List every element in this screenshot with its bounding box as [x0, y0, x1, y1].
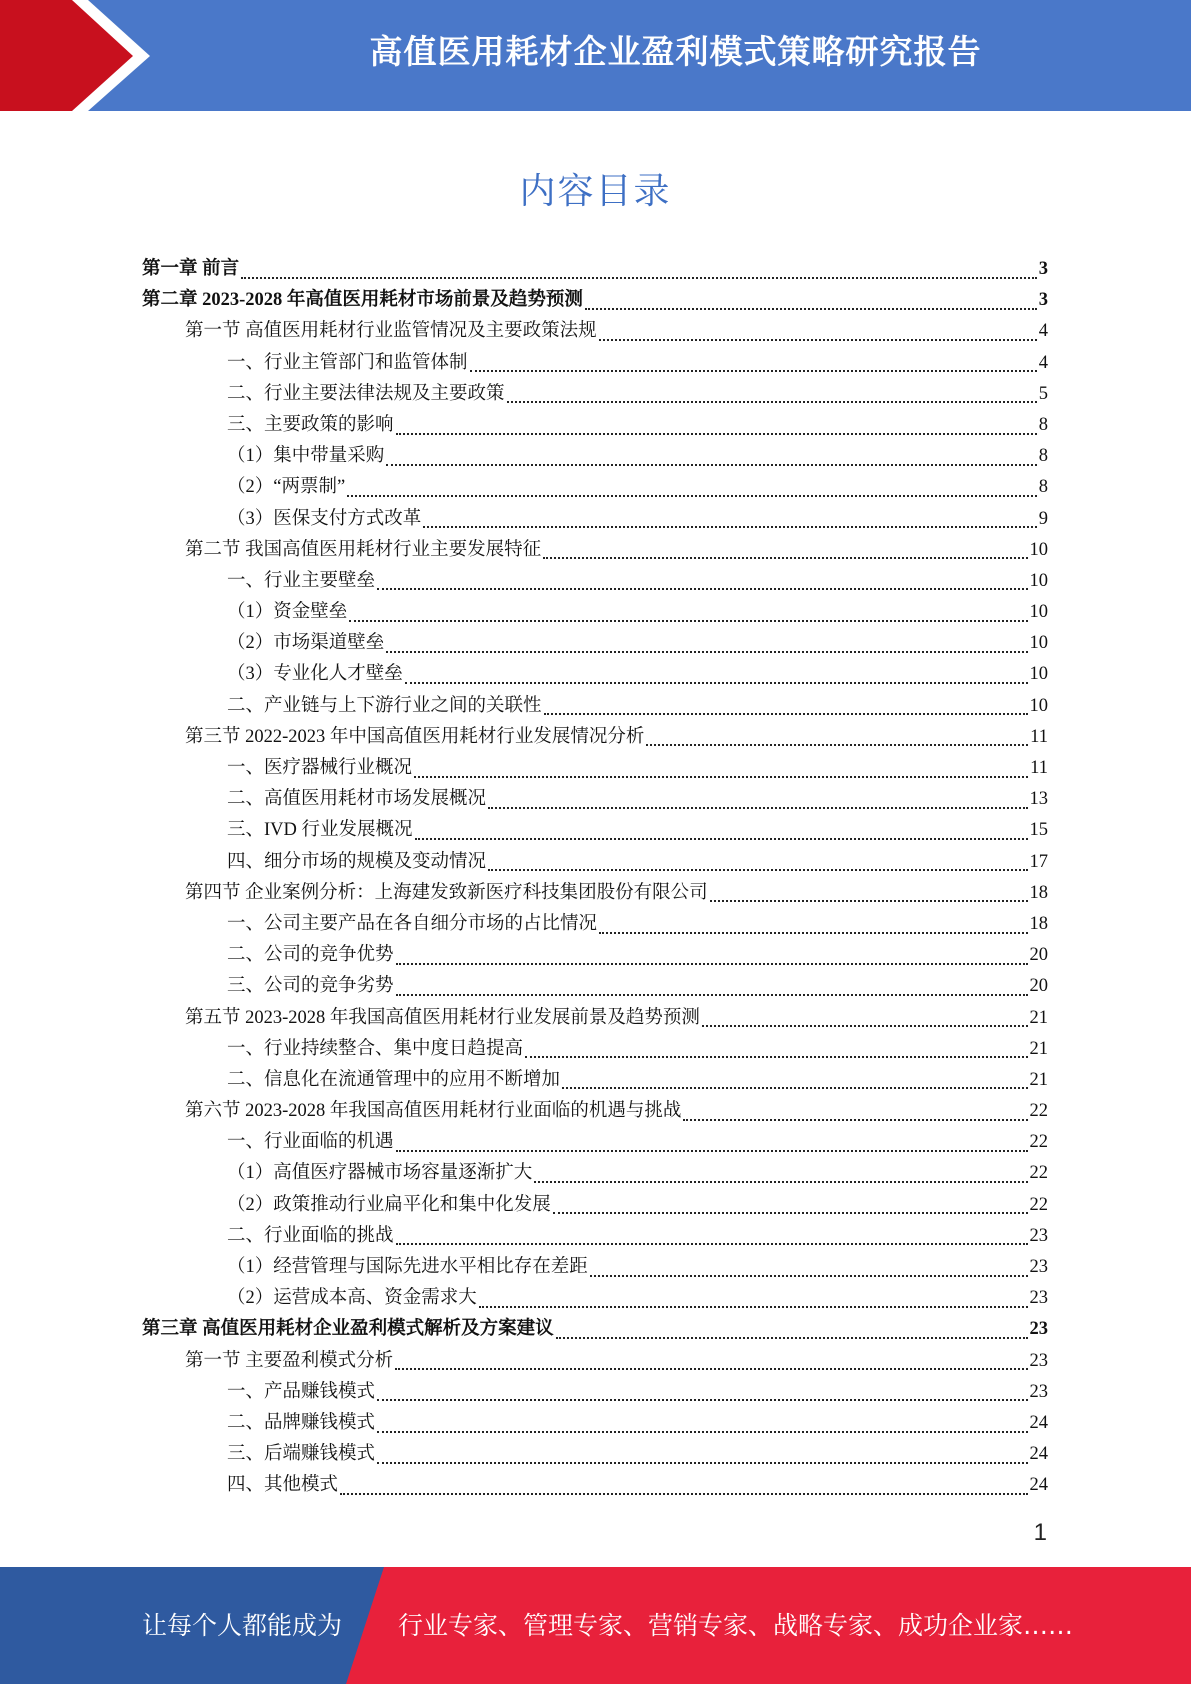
toc-dot-leader: [534, 1181, 1027, 1183]
toc-entry-title: （1）集中带量采购: [227, 446, 385, 467]
toc-entry-page: 15: [1029, 820, 1048, 841]
toc-dot-leader: [544, 713, 1028, 715]
toc-entry-title: 一、公司主要产品在各自细分市场的占比情况: [227, 913, 598, 934]
toc-dot-leader: [396, 433, 1037, 435]
toc-entry-page: 10: [1029, 570, 1048, 591]
toc-dot-leader: [241, 277, 1037, 279]
toc-entry-page: 21: [1029, 1038, 1048, 1059]
toc-dot-leader: [396, 963, 1028, 965]
toc-dot-leader: [386, 651, 1027, 653]
toc-entry-title: 二、行业面临的挑战: [227, 1225, 394, 1246]
page-number: 1: [1033, 1519, 1047, 1546]
toc-entry[interactable]: [142, 1003, 1048, 1034]
toc-dot-leader: [377, 1399, 1027, 1401]
toc-entry-page: 21: [1029, 1069, 1048, 1090]
toc-entry-title: 二、行业主要法律法规及主要政策: [227, 383, 505, 404]
toc-entry-title: （1）资金壁垒: [227, 602, 348, 623]
toc-entry-page: 23: [1029, 1350, 1048, 1371]
toc-entry[interactable]: [142, 285, 1048, 316]
header-bar: [0, 0, 1191, 111]
toc-entry-page: 10: [1029, 539, 1048, 560]
toc-entry-page: 3: [1038, 259, 1048, 279]
toc-dot-leader: [710, 900, 1028, 902]
toc-entry-page: 23: [1029, 1257, 1048, 1277]
toc-entry-page: 17: [1029, 851, 1048, 872]
toc-entry-title: 四、其他模式: [227, 1475, 339, 1496]
toc-entry[interactable]: [142, 1096, 1048, 1127]
toc-entry-title: 三、IVD 行业发展概况: [227, 820, 413, 841]
toc-entry[interactable]: [142, 348, 1048, 379]
toc-entry-page: 4: [1038, 352, 1048, 373]
toc-entry[interactable]: [142, 1314, 1048, 1345]
toc-dot-leader: [396, 1150, 1028, 1152]
toc-entry-page: 23: [1029, 1381, 1048, 1402]
toc-entry[interactable]: [142, 441, 1048, 472]
toc-entry[interactable]: [142, 1408, 1048, 1439]
toc-entry[interactable]: [142, 628, 1048, 659]
toc-entry-page: 23: [1029, 1319, 1048, 1340]
toc-entry-page: 8: [1038, 477, 1048, 498]
toc-dot-leader: [488, 869, 1027, 871]
toc-entry-title: 二、信息化在流通管理中的应用不断增加: [227, 1069, 561, 1090]
toc-entry[interactable]: [142, 1346, 1048, 1377]
toc-dot-leader: [556, 1337, 1028, 1339]
toc-entry[interactable]: [142, 1065, 1048, 1096]
toc-entry-title: 二、品牌赚钱模式: [227, 1412, 376, 1433]
toc-dot-leader: [396, 994, 1028, 996]
toc-dot-leader: [414, 776, 1028, 778]
toc-entry-title: 第六节 2023-2028 年我国高值医用耗材行业面临的机遇与挑战: [185, 1101, 682, 1122]
toc-entry[interactable]: [142, 847, 1048, 878]
toc-entry-title: 一、行业持续整合、集中度日趋提高: [227, 1038, 524, 1059]
toc-entry[interactable]: [142, 971, 1048, 1002]
toc-dot-leader: [340, 1493, 1027, 1495]
toc-entry-title: （3）专业化人才壁垒: [227, 664, 403, 685]
toc-entry[interactable]: [142, 410, 1048, 441]
toc-entry-page: 11: [1030, 726, 1048, 747]
toc-entry-title: 一、行业主要壁垒: [227, 570, 376, 591]
report-title: 高值医用耗材企业盈利模式策略研究报告: [369, 32, 982, 71]
toc-entry-page: 23: [1029, 1288, 1048, 1309]
toc-dot-leader: [562, 1087, 1027, 1089]
toc-dot-leader: [488, 807, 1027, 809]
toc-entry[interactable]: [142, 1377, 1048, 1408]
toc-entry-title: 二、产业链与上下游行业之间的关联性: [227, 695, 542, 716]
toc-heading: 内容目录: [519, 171, 672, 212]
toc-entry[interactable]: [142, 659, 1048, 690]
toc-entry-title: 一、行业面临的机遇: [227, 1132, 394, 1153]
toc-dot-leader: [599, 339, 1037, 341]
toc-entry-title: 第三章 高值医用耗材企业盈利模式解析及方案建议: [142, 1319, 554, 1340]
toc-entry-title: 第四节 企业案例分析：上海建发致新医疗科技集团股份有限公司: [185, 882, 708, 903]
toc-entry-title: 第一章 前言: [142, 259, 240, 279]
table-of-contents: [142, 254, 1048, 1502]
toc-entry-title: 一、医疗器械行业概况: [227, 758, 413, 778]
toc-dot-leader: [415, 838, 1028, 840]
toc-entry-title: （2）政策推动行业扁平化和集中化发展: [227, 1194, 551, 1215]
toc-entry[interactable]: [142, 316, 1048, 347]
toc-entry-title: 四、细分市场的规模及变动情况: [227, 851, 487, 872]
footer-banner: [0, 1567, 1191, 1684]
toc-entry-title: 三、主要政策的影响: [227, 414, 394, 435]
toc-dot-leader: [347, 495, 1037, 497]
toc-entry[interactable]: [142, 1221, 1048, 1252]
toc-entry[interactable]: [142, 753, 1048, 784]
toc-dot-leader: [543, 557, 1027, 559]
toc-entry[interactable]: [142, 254, 1048, 285]
toc-dot-leader: [507, 401, 1037, 403]
toc-entry[interactable]: [142, 722, 1048, 753]
toc-entry-page: 5: [1038, 383, 1048, 404]
toc-entry-title: 第二章 2023-2028 年高值医用耗材市场前景及趋势预测: [142, 290, 583, 311]
toc-dot-leader: [395, 1368, 1027, 1370]
toc-dot-leader: [377, 1431, 1027, 1433]
toc-entry-page: 24: [1029, 1444, 1048, 1465]
toc-entry[interactable]: [142, 535, 1048, 566]
toc-entry-page: 24: [1029, 1475, 1048, 1496]
toc-entry-page: 11: [1030, 758, 1048, 778]
toc-entry[interactable]: [142, 1252, 1048, 1283]
toc-entry-page: 18: [1029, 913, 1048, 934]
footer-slogan-left: 让每个人都能成为: [142, 1611, 343, 1640]
toc-dot-leader: [479, 1306, 1028, 1308]
toc-entry-page: 22: [1029, 1132, 1048, 1153]
toc-entry-title: （2）运营成本高、资金需求大: [227, 1288, 477, 1309]
toc-dot-leader: [646, 744, 1028, 746]
toc-entry-page: 20: [1029, 976, 1048, 997]
toc-entry-title: 第五节 2023-2028 年我国高值医用耗材行业发展前景及趋势预测: [185, 1007, 700, 1028]
toc-entry[interactable]: [142, 566, 1048, 597]
toc-dot-leader: [386, 464, 1036, 466]
toc-entry[interactable]: [142, 1127, 1048, 1158]
toc-entry[interactable]: [142, 597, 1048, 628]
toc-entry[interactable]: [142, 815, 1048, 846]
toc-entry-title: 第三节 2022-2023 年中国高值医用耗材行业发展情况分析: [185, 726, 645, 747]
toc-entry[interactable]: [142, 379, 1048, 410]
toc-entry-title: （3）医保支付方式改革: [227, 508, 422, 529]
toc-entry[interactable]: [142, 784, 1048, 815]
toc-entry-page: 3: [1038, 290, 1048, 311]
toc-entry-page: 10: [1029, 664, 1048, 685]
toc-entry-title: 三、公司的竞争劣势: [227, 976, 394, 997]
toc-entry-page: 10: [1029, 633, 1048, 654]
toc-entry-page: 4: [1038, 321, 1048, 342]
toc-entry-title: 一、产品赚钱模式: [227, 1381, 376, 1402]
toc-entry[interactable]: [142, 878, 1048, 909]
toc-entry-page: 10: [1029, 602, 1048, 623]
toc-entry[interactable]: [142, 472, 1048, 503]
toc-dot-leader: [377, 588, 1027, 590]
toc-entry-title: 二、高值医用耗材市场发展概况: [227, 789, 487, 810]
toc-entry-title: 第一节 高值医用耗材行业监管情况及主要政策法规: [185, 321, 597, 342]
toc-entry-title: （2）市场渠道壁垒: [227, 633, 385, 654]
toc-entry[interactable]: [142, 1158, 1048, 1189]
toc-entry-title: （1）经营管理与国际先进水平相比存在差距: [227, 1257, 588, 1277]
toc-entry-title: 三、后端赚钱模式: [227, 1444, 376, 1465]
toc-entry-page: 22: [1029, 1101, 1048, 1122]
toc-entry-page: 8: [1038, 414, 1048, 435]
toc-entry-title: （1）高值医疗器械市场容量逐渐扩大: [227, 1163, 533, 1184]
toc-entry-page: 9: [1038, 508, 1048, 529]
toc-entry-page: 18: [1029, 882, 1048, 903]
toc-dot-leader: [590, 1275, 1028, 1277]
toc-entry-page: 22: [1029, 1194, 1048, 1215]
toc-entry[interactable]: [142, 504, 1048, 535]
footer-slogan-right: 行业专家、管理专家、营销专家、战略专家、成功企业家……: [398, 1611, 1074, 1640]
toc-entry[interactable]: [142, 1470, 1048, 1501]
toc-dot-leader: [470, 370, 1037, 372]
toc-entry[interactable]: [142, 1439, 1048, 1470]
toc-entry-page: 10: [1029, 695, 1048, 716]
toc-dot-leader: [585, 308, 1037, 310]
toc-entry-page: 24: [1029, 1412, 1048, 1433]
toc-entry-title: 第二节 我国高值医用耗材行业主要发展特征: [185, 539, 542, 560]
toc-entry-page: 20: [1029, 945, 1048, 966]
toc-entry-title: 一、行业主管部门和监管体制: [227, 352, 468, 373]
toc-entry-page: 8: [1038, 446, 1048, 467]
toc-dot-leader: [702, 1025, 1028, 1027]
toc-dot-leader: [396, 1243, 1028, 1245]
toc-entry[interactable]: [142, 940, 1048, 971]
toc-dot-leader: [423, 526, 1036, 528]
toc-entry-page: 13: [1029, 789, 1048, 810]
toc-dot-leader: [553, 1212, 1028, 1214]
toc-entry-page: 21: [1029, 1007, 1048, 1028]
toc-entry-title: 二、公司的竞争优势: [227, 945, 394, 966]
toc-dot-leader: [525, 1056, 1027, 1058]
toc-entry-title: 第一节 主要盈利模式分析: [185, 1350, 394, 1371]
toc-entry-page: 22: [1029, 1163, 1048, 1184]
toc-entry-page: 23: [1029, 1225, 1048, 1246]
toc-dot-leader: [349, 620, 1027, 622]
toc-dot-leader: [377, 1462, 1027, 1464]
toc-dot-leader: [405, 682, 1028, 684]
toc-dot-leader: [599, 932, 1027, 934]
toc-entry-title: （2）“两票制”: [227, 477, 346, 498]
toc-entry[interactable]: [142, 1034, 1048, 1065]
toc-entry[interactable]: [142, 1283, 1048, 1314]
toc-dot-leader: [683, 1119, 1027, 1121]
toc-entry[interactable]: [142, 1190, 1048, 1221]
toc-entry[interactable]: [142, 909, 1048, 940]
toc-entry[interactable]: [142, 691, 1048, 722]
